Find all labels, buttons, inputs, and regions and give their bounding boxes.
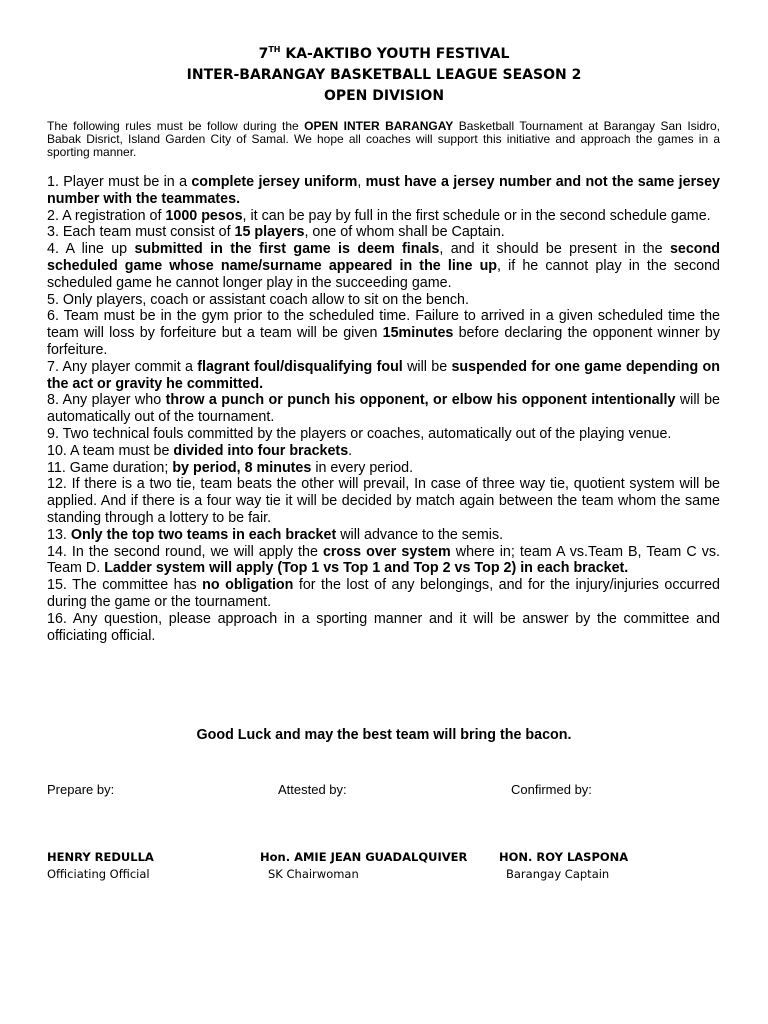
bold-text: 15minutes bbox=[382, 325, 454, 342]
text-run: 12. If there is a two tie, team beats the other will prevail, In case of three way tie, quotient system will be applied. And if there is a four way tie it will be decided by match again between the team whom the same standing through a lottery to be fair. bbox=[47, 476, 720, 526]
prepared-by-label: Prepare by: bbox=[47, 782, 115, 797]
text-run: before declaring the opponent winner by forfeiture. bbox=[47, 325, 720, 358]
bold-text: cross over system bbox=[322, 543, 451, 560]
confirmer-name: HON. ROY LASPONA bbox=[499, 850, 629, 864]
rule-item bbox=[47, 174, 720, 208]
closing-message: Good Luck and may the best team will bring the bacon. bbox=[196, 727, 572, 743]
festival-title: 7TH KA-AKTIBO YOUTH FESTIVAL bbox=[258, 45, 510, 62]
text-run: 9. Two technical fouls committed by the players or coaches, automatically out of the playing venue. bbox=[47, 425, 672, 442]
rule-item bbox=[47, 476, 720, 526]
rule-item bbox=[47, 208, 720, 225]
rule-item bbox=[47, 577, 720, 611]
text-run: 10. A team must be bbox=[47, 442, 174, 459]
bold-text: 15 players bbox=[234, 224, 305, 241]
bold-text: suspended for one game depending on the act or gravity he committed. bbox=[47, 358, 720, 392]
document-header bbox=[0, 44, 768, 107]
bold-text: divided into four brackets bbox=[173, 442, 349, 459]
bold-text: Ladder system will apply (Top 1 vs Top 1 and Top 2 vs Top 2) in each bracket. bbox=[104, 560, 629, 577]
rule-item bbox=[47, 544, 720, 578]
rule-item bbox=[47, 359, 720, 393]
text-run: , it can be pay by full in the first schedule or in the second schedule game. bbox=[242, 207, 711, 224]
attester-title: SK Chairwoman bbox=[268, 867, 359, 881]
rule-item bbox=[47, 292, 720, 309]
text-run: 5. Only players, coach or assistant coach allow to sit on the bench. bbox=[47, 291, 469, 308]
attester-name: Hon. AMIE JEAN GUADALQUIVER bbox=[260, 850, 468, 864]
text-run: for the lost of any belongings, and for the injury/injuries occurred during the game or the tournament. bbox=[47, 577, 721, 610]
bold-text: must have a jersey number and not the same jersey number with the teammates. bbox=[47, 174, 720, 207]
text-run: in every period. bbox=[311, 459, 414, 476]
text-run: 2. A registration of bbox=[47, 207, 166, 224]
preparer-name: HENRY REDULLA bbox=[47, 850, 154, 864]
text-run: 16. Any question, please approach in a sporting manner and it will be answer by the committee and officiating official. bbox=[47, 610, 720, 644]
text-run: , and it should be present in the bbox=[439, 241, 670, 258]
bold-text: Only the top two teams in each bracket bbox=[70, 526, 337, 543]
text-run: Basketball Tournament at Barangay San Isidro, Babak Disrict, Island Garden City of Samal. We hope all coaches will support this initiative and approach the games in a sporting manner. bbox=[47, 119, 720, 159]
confirmer-title: Barangay Captain bbox=[506, 867, 610, 881]
rule-item bbox=[47, 443, 720, 460]
text-run: , if he cannot play in the second scheduled game he cannot longer play in the succeeding game. bbox=[47, 257, 720, 291]
text-run: , bbox=[357, 174, 366, 190]
text-run: . bbox=[348, 442, 353, 459]
rule-item bbox=[47, 392, 720, 426]
text-run: will advance to the semis. bbox=[336, 526, 504, 543]
bold-text: OPEN INTER BARANGAY bbox=[304, 119, 454, 133]
text-run: 8. Any player who bbox=[47, 392, 166, 409]
text-run: 11. Game duration; bbox=[47, 459, 173, 476]
attested-by-label: Attested by: bbox=[278, 782, 347, 797]
rules-list bbox=[47, 174, 720, 644]
rule-item bbox=[47, 308, 720, 358]
bold-text: flagrant foul/disqualifying foul bbox=[197, 358, 403, 375]
bold-text: throw a punch or punch his opponent, or elbow his opponent intentionally bbox=[165, 392, 676, 409]
text-run: will be bbox=[402, 358, 452, 375]
division-title: OPEN DIVISION bbox=[323, 88, 445, 104]
ordinal-suffix: TH bbox=[268, 45, 281, 54]
bold-text: by period, 8 minutes bbox=[172, 459, 312, 476]
text-run: 14. In the second round, we will apply the bbox=[47, 543, 323, 560]
bold-text: 1000 pesos bbox=[165, 207, 243, 224]
text-run: 4. A line up bbox=[47, 241, 135, 258]
text-run: 3. Each team must consist of bbox=[47, 224, 235, 241]
text-run: 1. Player must be in a bbox=[47, 174, 192, 190]
intro-paragraph bbox=[47, 120, 720, 159]
bold-text: no obligation bbox=[202, 577, 294, 594]
text-run: 13. bbox=[47, 526, 71, 543]
bold-text: second scheduled game whose name/surname appeared in the line up bbox=[47, 241, 720, 274]
bold-text: complete jersey uniform bbox=[191, 174, 358, 190]
rule-item bbox=[47, 527, 720, 544]
rule-item bbox=[47, 611, 720, 645]
league-title: INTER-BARANGAY BASKETBALL LEAGUE SEASON 2 bbox=[186, 67, 582, 83]
confirmed-by-label: Confirmed by: bbox=[511, 782, 592, 797]
preparer-title: Officiating Official bbox=[47, 867, 150, 881]
text-run: where in; team A vs.Team B, Team C vs. Team D. bbox=[47, 543, 720, 577]
bold-text: submitted in the first game is deem finals bbox=[134, 241, 440, 258]
rule-item bbox=[47, 224, 720, 241]
text-run: 6. Team must be in the gym prior to the scheduled time. Failure to arrived in a given scheduled time the team will loss by forfeiture but a team will be given bbox=[47, 308, 720, 342]
text-run: 15. The committee has bbox=[47, 577, 203, 594]
rule-item bbox=[47, 460, 720, 477]
text-run: , one of whom shall be Captain. bbox=[304, 224, 505, 241]
text-run: will be automatically out of the tournament. bbox=[47, 392, 721, 426]
text-run: The following rules must be follow during the bbox=[47, 119, 305, 133]
rule-item bbox=[47, 426, 720, 443]
text-run: 7. Any player commit a bbox=[47, 358, 198, 375]
rule-item bbox=[47, 241, 720, 291]
